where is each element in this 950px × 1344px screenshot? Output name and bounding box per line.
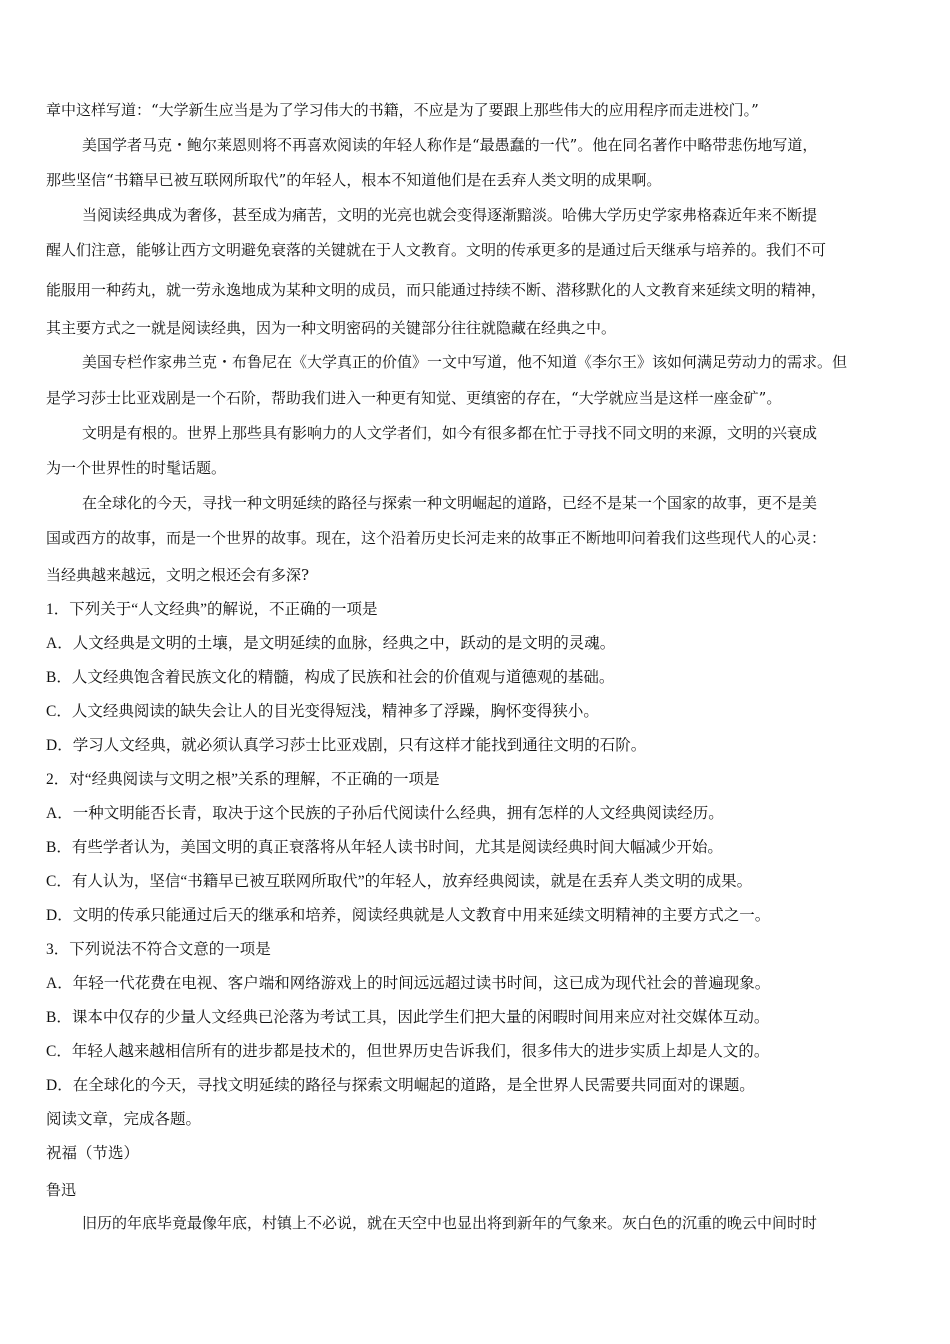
question-option: D．文明的传承只能通过后天的继承和培养，阅读经典就是人文教育中用来延续文明精神的主要方式之一。	[46, 907, 771, 924]
question-stem: 3．下列说法不符合文意的一项是	[46, 941, 271, 958]
passage-line: 当阅读经典成为奢侈，甚至成为痛苦，文明的光亮也就会变得逐渐黯淡。哈佛大学历史学家弗格森近年来不断提	[82, 206, 818, 224]
passage-line: 美国学者马克・鲍尔莱恩则将不再喜欢阅读的年轻人称作是“最愚蠢的一代”。他在同名著作中略带悲伤地写道，	[82, 136, 818, 154]
question-option: B．人文经典饱含着民族文化的精髓，构成了民族和社会的价值观与道德观的基础。	[46, 669, 615, 686]
passage-line: 其主要方式之一就是阅读经典，因为一种文明密码的关键部分往往就隐藏在经典之中。	[46, 319, 617, 337]
question-option: A．一种文明能否长青，取决于这个民族的子孙后代阅读什么经典，拥有怎样的人文经典阅读经历。	[46, 805, 724, 822]
passage-line: 是学习莎士比亚戏剧是一个石阶，帮助我们进入一种更有知觉、更缜密的存在，“大学就应当是这样一座金矿”。	[46, 389, 782, 407]
question-option: D．在全球化的今天，寻找文明延续的路径与探索文明崛起的道路，是全世界人民需要共同面对的课题。	[46, 1077, 755, 1094]
passage-line: 那些坚信“书籍早已被互联网所取代”的年轻人，根本不知道他们是在丢弃人类文明的成果啊。	[46, 171, 662, 189]
passage-line: 醒人们注意，能够让西方文明避免衰落的关键就在于人文教育。文明的传承更多的是通过后天继承与培养的。我们不可	[46, 241, 827, 259]
passage-line: 国或西方的故事，而是一个世界的故事。现在，这个沿着历史长河走来的故事正不断地叩问着我们这些现代人的心灵：	[46, 529, 827, 547]
question-option: D．学习人文经典，就必须认真学习莎士比亚戏剧，只有这样才能找到通往文明的石阶。	[46, 737, 647, 754]
question-option: A．年轻一代花费在电视、客户端和网络游戏上的时间远远超过读书时间，这已成为现代社会的普遍现象。	[46, 975, 771, 992]
question-stem: 2．对“经典阅读与文明之根”关系的理解，不正确的一项是	[46, 771, 440, 788]
passage-line: 为一个世界性的时髦话题。	[46, 459, 227, 477]
section-title: 祝福（节选）	[46, 1145, 140, 1162]
question-option: C．人文经典阅读的缺失会让人的目光变得短浅，精神多了浮躁，胸怀变得狭小。	[46, 703, 599, 720]
reading-instruction: 阅读文章，完成各题。	[46, 1111, 202, 1128]
passage-line: 美国专栏作家弗兰克・布鲁尼在《大学真正的价值》一文中写道，他不知道《李尔王》该如何满足劳动力的需求。但	[82, 353, 848, 371]
passage-line: 章中这样写道：“大学新生应当是为了学习伟大的书籍，不应是为了要跟上那些伟大的应用程序而走进校门。”	[46, 101, 759, 119]
question-stem: 1．下列关于“人文经典”的解说，不正确的一项是	[46, 601, 378, 618]
question-option: B．课本中仅存的少量人文经典已沦落为考试工具，因此学生们把大量的闲暇时间用来应对社交媒体互动。	[46, 1009, 770, 1026]
passage-line: 文明是有根的。世界上那些具有影响力的人文学者们，如今有很多都在忙于寻找不同文明的来源，文明的兴衰成	[82, 424, 818, 442]
question-option: B．有些学者认为，美国文明的真正衰落将从年轻人读书时间，尤其是阅读经典时间大幅减少开始。	[46, 839, 723, 856]
passage-line: 能服用一种药丸，就一劳永逸地成为某种文明的成员，而只能通过持续不断、潜移默化的人文教育来延续文明的精神，	[46, 281, 827, 299]
passage-line: 旧历的年底毕竟最像年底，村镇上不必说，就在天空中也显出将到新年的气象来。灰白色的沉重的晚云中间时时	[82, 1214, 818, 1232]
passage-line: 当经典越来越远，文明之根还会有多深?	[46, 566, 310, 584]
question-option: C．有人认为，坚信“书籍早已被互联网所取代”的年轻人，放弃经典阅读，就是在丢弃人类文明的成果。	[46, 873, 753, 890]
question-option: C．年轻人越来越相信所有的进步都是技术的，但世界历史告诉我们，很多伟大的进步实质上却是人文的。	[46, 1043, 770, 1060]
section-author: 鲁迅	[46, 1181, 77, 1199]
question-option: A．人文经典是文明的土壤，是文明延续的血脉，经典之中，跃动的是文明的灵魂。	[46, 635, 616, 652]
passage-line: 在全球化的今天，寻找一种文明延续的路径与探索一种文明崛起的道路，已经不是某一个国家的故事，更不是美	[82, 494, 818, 512]
